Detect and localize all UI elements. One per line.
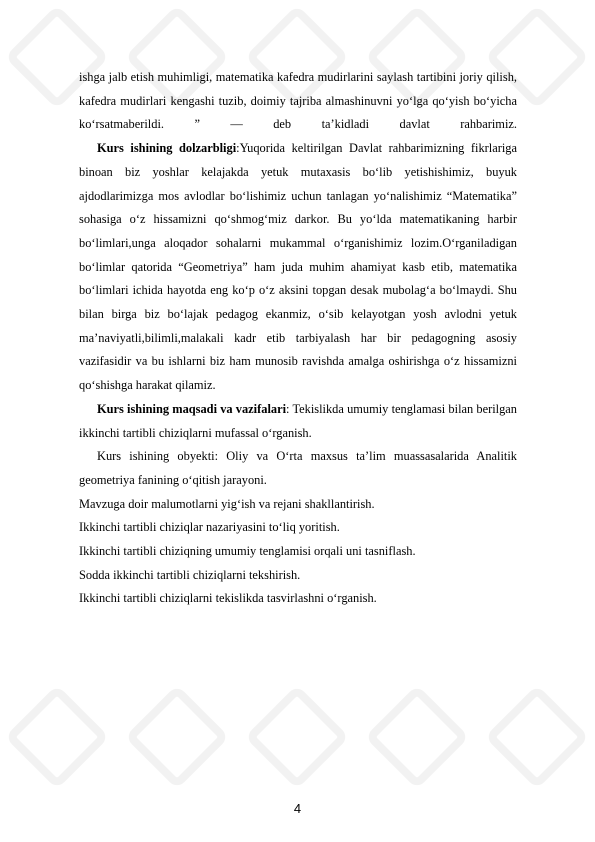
watermark-shape bbox=[485, 685, 590, 790]
document-body bbox=[79, 66, 517, 611]
watermark-shape bbox=[125, 685, 230, 790]
paragraph-object bbox=[79, 445, 517, 492]
relevance-heading: Kurs ishining dolzarbligi bbox=[97, 141, 237, 156]
task-item: Ikkinchi tartibli chiziqning umumiy tenglamisi orqali uni tasniflash. bbox=[79, 544, 416, 559]
paragraph-intro-text: ishga jalb etish muhimligi, matematika kafedra mudirlarini saylash tartibini joriy qilish, kafedra mudirlari kengashi tuzib, doimiy tajriba almashinuvni yo‘lga qo‘yish bo‘yicha ko‘rsatmaberildi. bbox=[79, 70, 517, 132]
relevance-text: :Yuqorida keltirilgan Davlat rahbarimizning fikrlariga binoan biz yoshlar kelajakda yetuk mutaxasis bo‘lib yetishishimiz, buyuk ajdodlarimizga mos avlodlar bo‘lishimiz uchun tanlagan yo‘nalishimiz “Matematika” sohasiga o‘z hissamizni qo‘shmog‘miz darkor. Bu yo‘lda matematikaning harbir bo‘limlari,unga aloqador sohalarni mukammal o‘rganishimiz lozim.O‘rganiladigan bo‘limlar qatorida “Geometriya” ham juda muhim ahamiyat kasb etib, matematika bo‘limlari ichida hayotda eng ko‘p o‘z aksini topgan desak mubolag‘a bo‘lmaydi. Shu bilan birga biz bo‘lajak pedagog ekanmiz, o‘sib kelayotgan yosh avlodni yetuk ma’naviyatli,bilimli,malakali kadr etib tarbiyalash har bir pedagogning asosiy vazifasidir va bu ishlarni biz ham munosib ravishda amalga oshirishga o‘z hissamizni qo‘shishga harakat qilamiz. bbox=[79, 141, 518, 393]
watermark-shape bbox=[5, 685, 110, 790]
watermark-shape bbox=[245, 685, 350, 790]
goals-text: : Tekislikda umumiy tenglamasi bilan berilgan ikkinchi tartibli chiziqlarni mufassal o‘rganish. bbox=[79, 401, 517, 440]
paragraph-intro bbox=[79, 66, 517, 137]
watermark-shape bbox=[365, 685, 470, 790]
object-text: Kurs ishining obyekti: Oliy va O‘rta maxsus ta’lim muassasalarida Analitik geometriya fanining o‘qitish jarayoni. bbox=[79, 449, 517, 487]
page-number: 4 bbox=[293, 801, 302, 816]
paragraph-intro-quote-end: ” — deb ta’kidladi davlat rahbarimiz. bbox=[194, 117, 517, 132]
paragraph-goals bbox=[79, 398, 517, 445]
paragraph-relevance bbox=[79, 137, 517, 398]
task-item: Mavzuga doir malumotlarni yig‘ish va rejani shakllantirish. bbox=[79, 496, 375, 511]
task-item: Ikkinchi tartibli chiziqlarni tekislikda tasvirlashni o‘rganish. bbox=[79, 591, 377, 606]
task-item: Ikkinchi tartibli chiziqlar nazariyasini to‘liq yoritish. bbox=[79, 520, 340, 535]
task-item: Sodda ikkinchi tartibli chiziqlarni tekshirish. bbox=[79, 567, 301, 582]
goals-heading: Kurs ishining maqsadi va vazifalari bbox=[97, 401, 287, 416]
